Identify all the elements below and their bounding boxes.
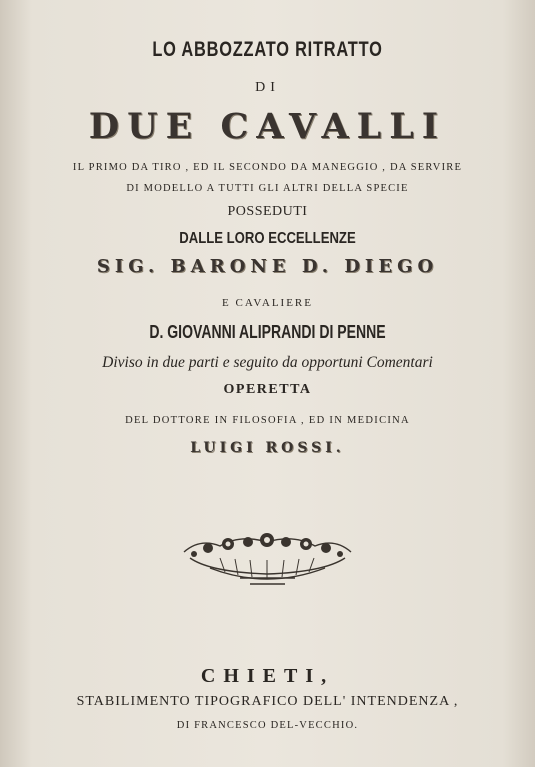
subtitle-line-2: DI MODELLO A TUTTI GLI ALTRI DELLA SPECIE <box>126 183 409 194</box>
basket-ornament-icon <box>180 528 355 590</box>
title-line-1: LO ABBOZZATO RITRATTO <box>152 38 383 61</box>
possessed-line: POSSEDUTI <box>227 204 308 219</box>
title-line-2: DI <box>255 80 280 95</box>
excellences-line: DALLE LORO ECCELLENZE <box>179 230 356 247</box>
author-title: DEL DOTTORE IN FILOSOFIA , ED IN MEDICINA <box>125 415 410 426</box>
division-line: Diviso in due parti e seguito da opportuni Comentari <box>102 354 433 371</box>
imprint-owner: DI FRANCESCO DEL-VECCHIO. <box>176 720 359 731</box>
title-main: DUE CAVALLI <box>88 106 447 147</box>
author-name: LUIGI ROSSI. <box>190 440 345 456</box>
imprint-city: CHIETI, <box>200 665 335 687</box>
and-knight-line: E CAVALIERE <box>222 297 313 309</box>
imprint-printer: STABILIMENTO TIPOGRAFICO DELL' INTENDENZA , <box>76 694 459 709</box>
owner-name-1: SIG. BARONE D. DIEGO <box>96 256 439 277</box>
work-type: OPERETTA <box>223 382 312 397</box>
owner-name-2: D. GIOVANNI ALIPRANDI DI PENNE <box>149 322 386 342</box>
subtitle-line-1: IL PRIMO DA TIRO , ED IL SECONDO DA MANEGGIO , DA SERVIRE <box>72 162 463 173</box>
